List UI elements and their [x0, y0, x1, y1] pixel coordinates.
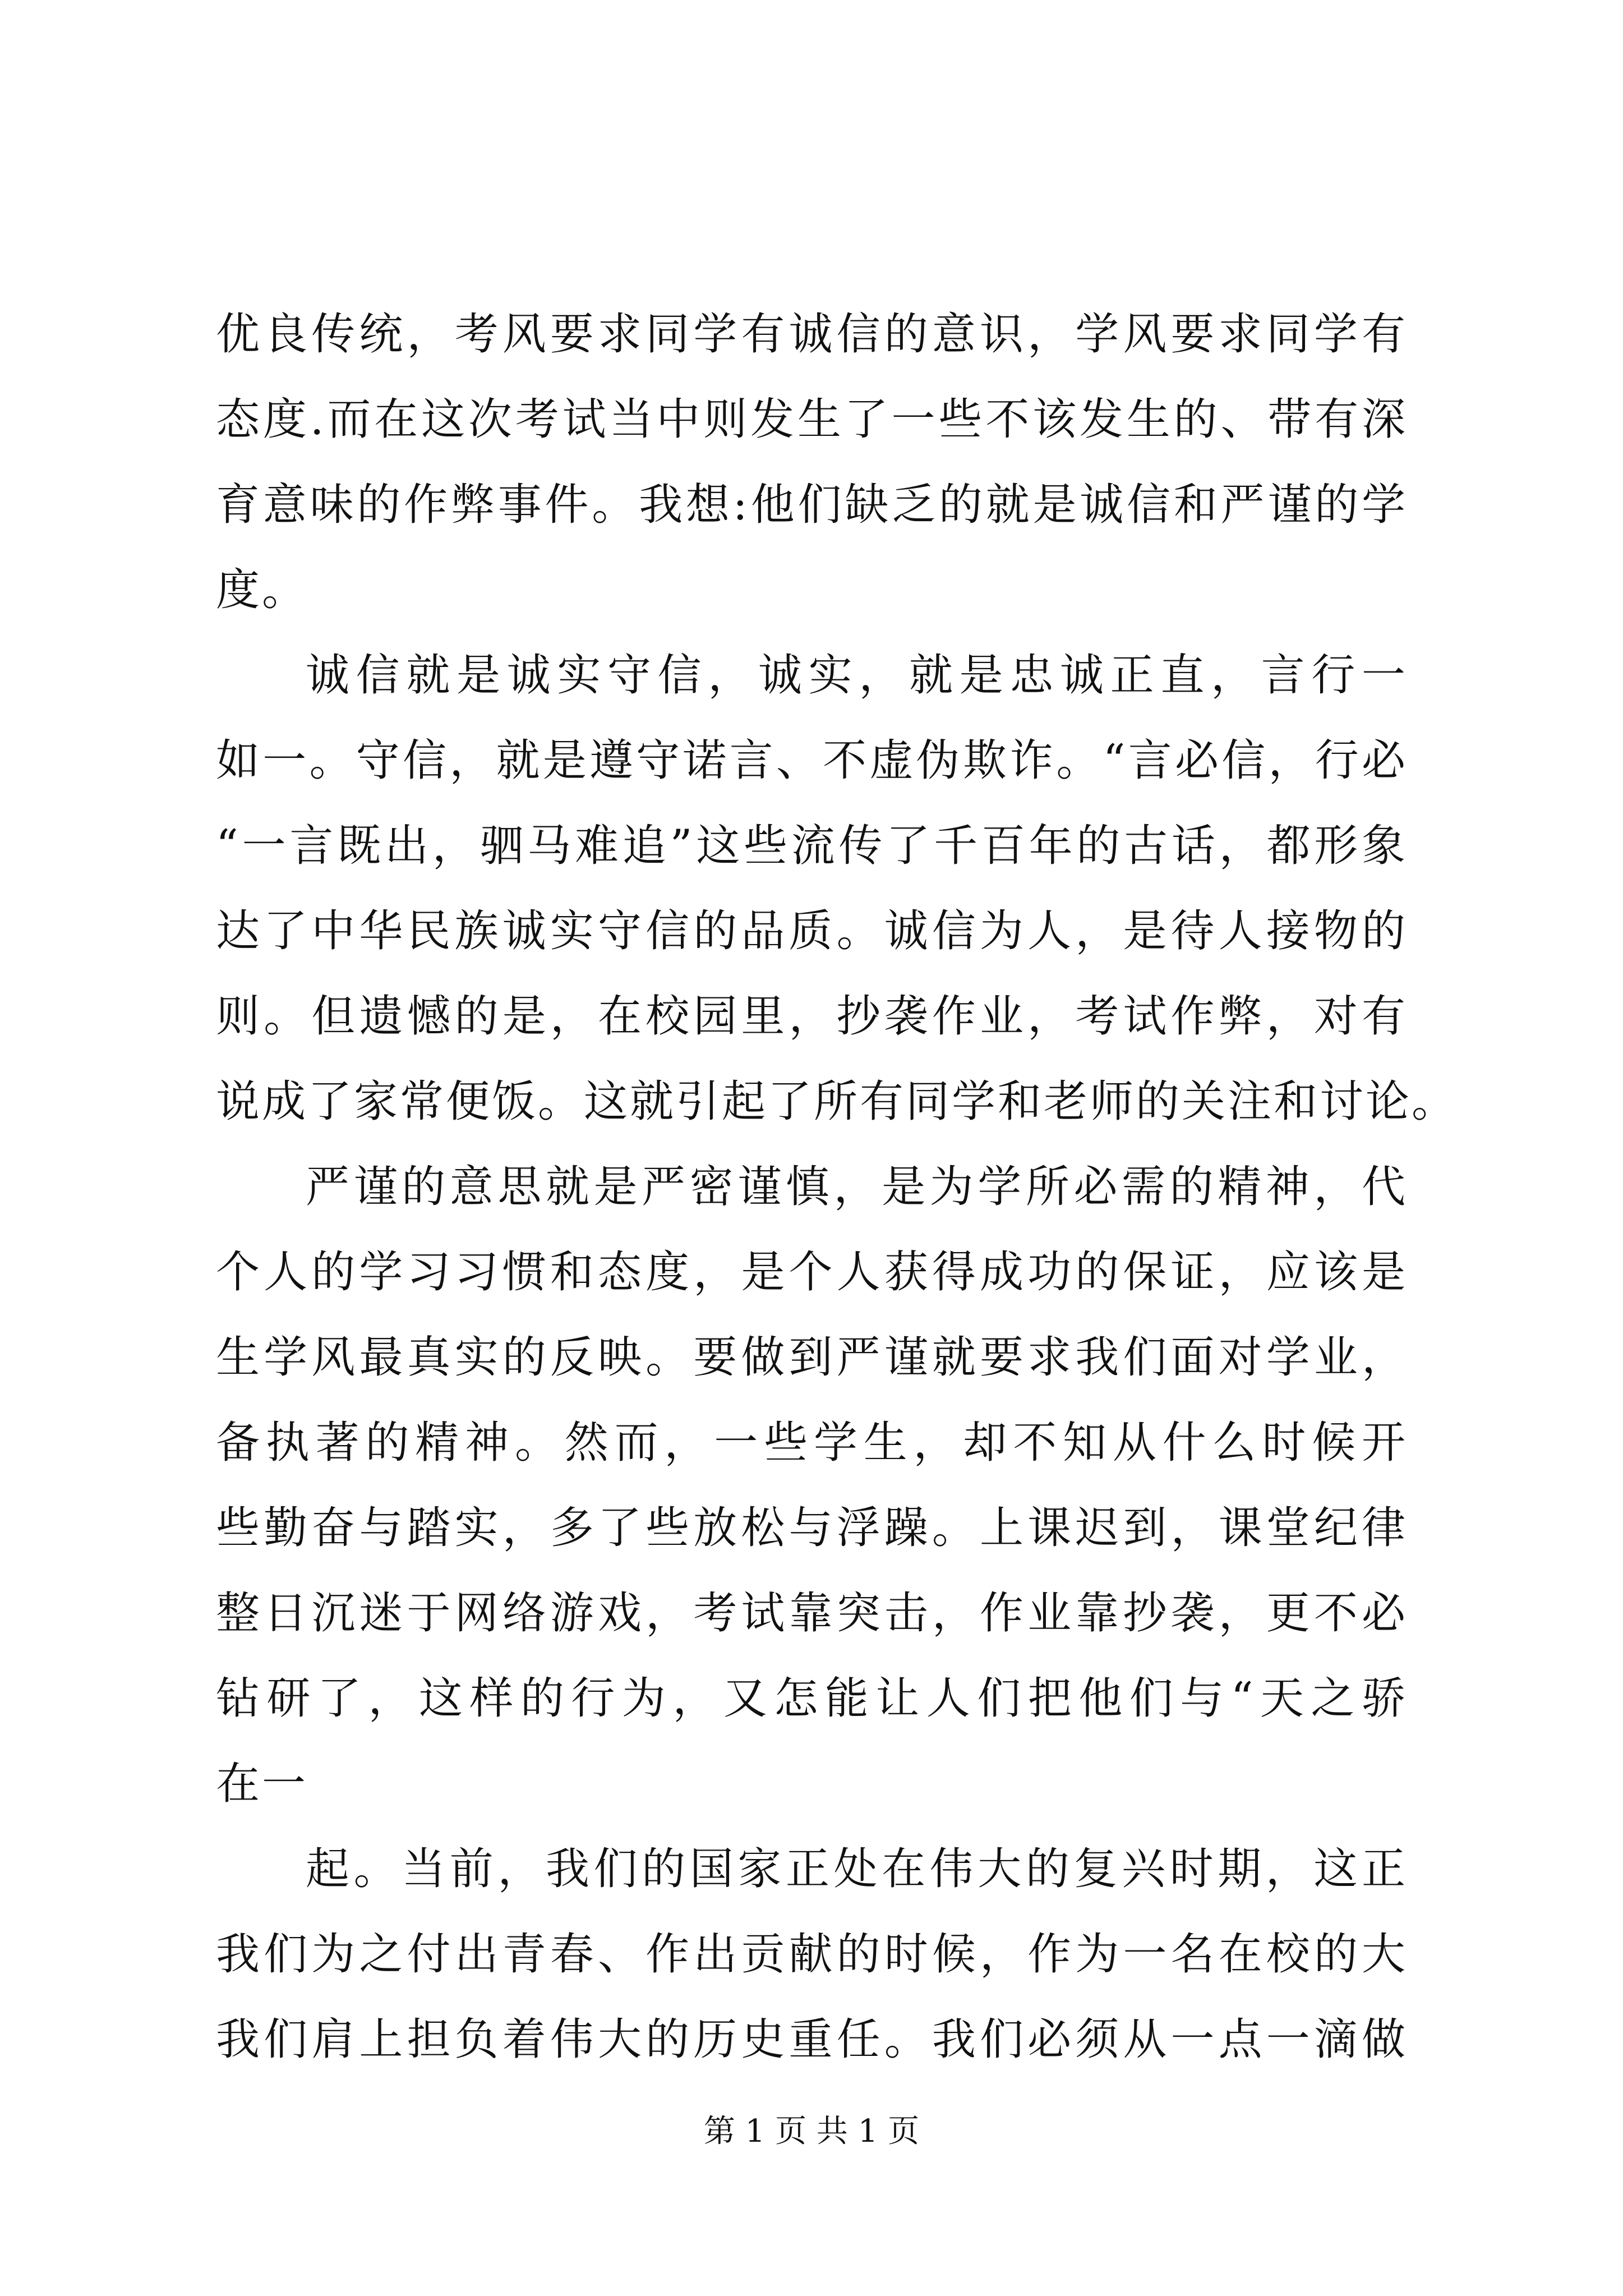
- text-line: “一言既出，驷马难追”这些流传了千百年的古话，都形象: [216, 821, 1408, 871]
- text-line: 我们为之付出青春、作出贡献的时候，作为一名在校的大: [216, 1929, 1408, 1980]
- text-line: 生学风最真实的反映。要做到严谨就要求我们面对学业，: [216, 1332, 1408, 1383]
- text-line: 些勤奋与踏实，多了些放松与浮躁。上课迟到，课堂纪律: [216, 1503, 1408, 1553]
- paragraph-first-line: 严谨的意思就是严密谨慎，是为学所必需的精神，代: [306, 1162, 1408, 1212]
- text-line: 个人的学习习惯和态度，是个人获得成功的保证，应该是: [216, 1247, 1408, 1297]
- text-line: 度。: [216, 565, 308, 615]
- text-line: 则。但遗憾的是，在校园里，抄袭作业，考试作弊，对有: [216, 991, 1408, 1042]
- text-line: 备执著的精神。然而，一些学生，却不知从什么时候开: [216, 1418, 1408, 1468]
- text-line: 我们肩上担负着伟大的历史重任。我们必须从一点一滴做: [216, 2014, 1408, 2065]
- text-line: 在一: [216, 1759, 308, 1809]
- text-line: 如一。守信，就是遵守诺言、不虚伪欺诈。“言必信，行必: [216, 735, 1408, 786]
- paragraph-first-line: 诚信就是诚实守信，诚实，就是忠诚正直，言行一: [306, 650, 1408, 701]
- text-line: 优良传统，考风要求同学有诚信的意识，学风要求同学有: [216, 309, 1408, 360]
- document-body: [216, 292, 1458, 2082]
- text-line: 说成了家常便饭。这就引起了所有同学和老师的关注和讨论。: [216, 1076, 1458, 1127]
- text-line: 达了中华民族诚实守信的品质。诚信为人，是待人接物的: [216, 906, 1408, 956]
- page-number-footer: 第 1 页 共 1 页: [703, 2113, 920, 2150]
- text-line: 态度.而在这次考试当中则发生了一些不该发生的、带有深: [216, 394, 1408, 445]
- paragraph-first-line: 起。当前，我们的国家正处在伟大的复兴时期，这正: [306, 1844, 1408, 1894]
- text-line: 整日沉迷于网络游戏，考试靠突击，作业靠抄袭，更不必: [216, 1588, 1408, 1639]
- text-line: 钻研了，这样的行为，又怎能让人们把他们与“天之骄: [216, 1673, 1408, 1724]
- text-line: 育意味的作弊事件。我想:他们缺乏的就是诚信和严谨的学: [216, 480, 1408, 530]
